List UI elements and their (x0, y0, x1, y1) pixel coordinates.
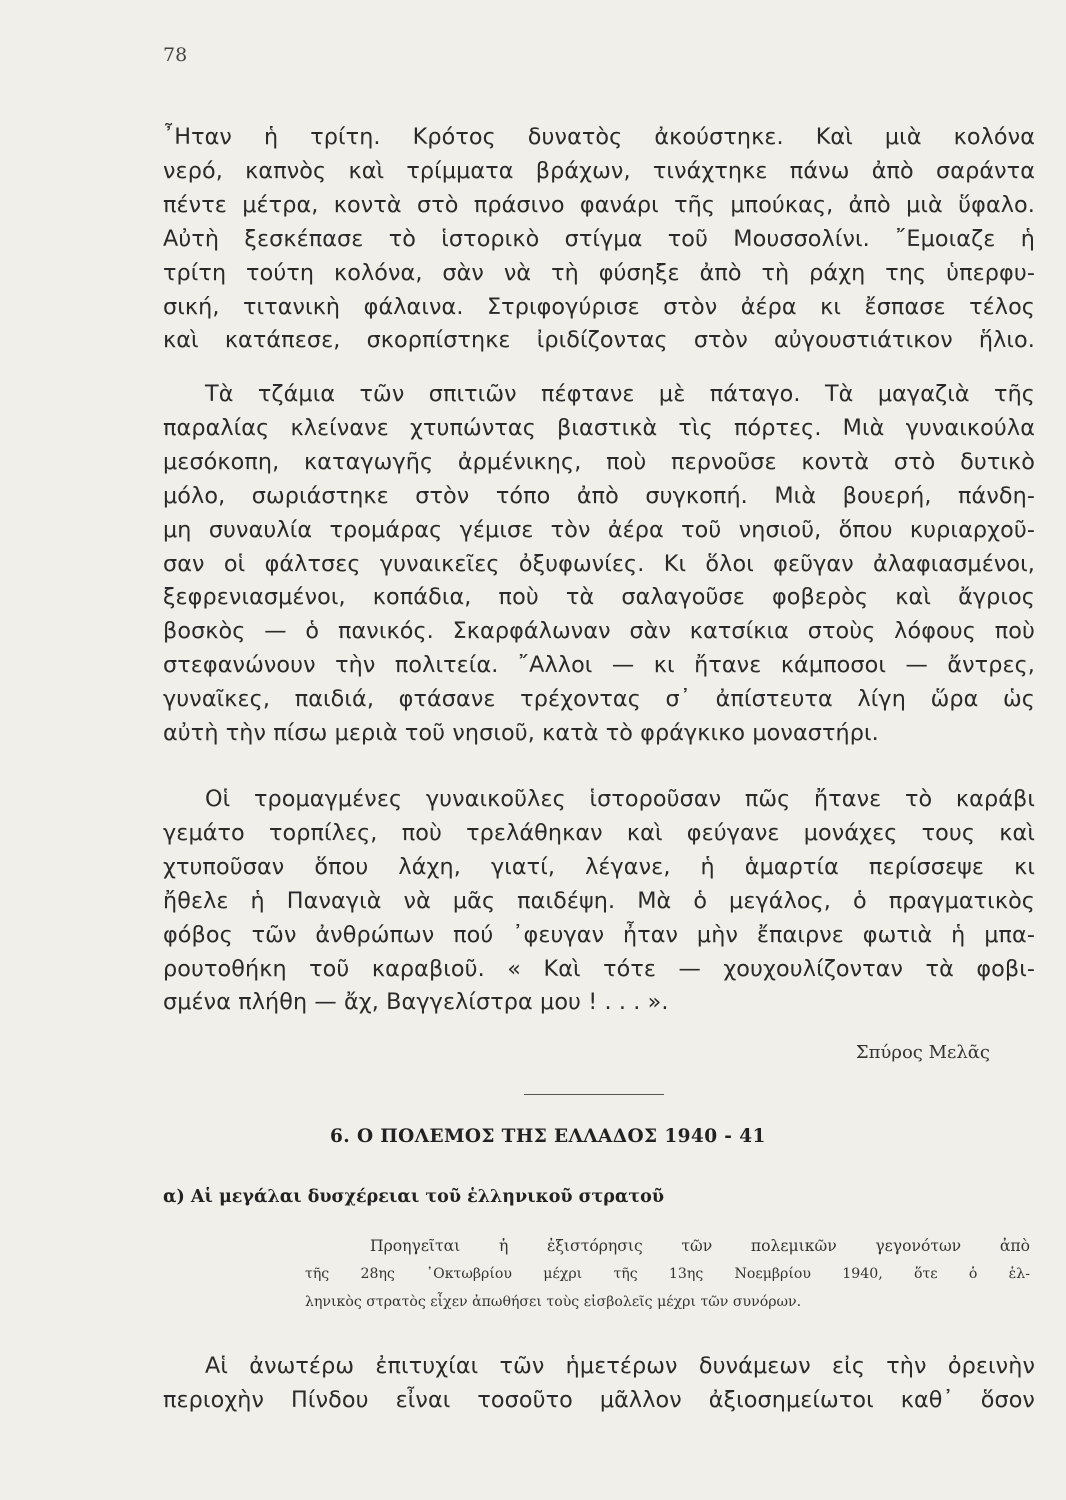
text-line: σαν οἱ φάλτσες γυναικεῖες ὀξυφωνίες. Κι ὅλοι φεῦγαν ἀλαφιασμένοι, (163, 550, 1035, 577)
summary-line: ληνικὸς στρατὸς εἶχεν ἀπωθήσει τοὺς εἰσβολεῖς μέχρι τῶν συνόρων. (305, 1294, 802, 1310)
paragraph-1 (163, 121, 1035, 358)
summary-block (305, 1232, 1030, 1316)
text-line: αὐτὴ τὴν πίσω μεριὰ τοῦ νησιοῦ, κατὰ τὸ φράγκικο μοναστήρι. (163, 720, 879, 747)
text-line: σική, τιτανικὴ φάλαινα. Στριφογύρισε στὸν ἀέρα κι ἔσπασε τέλος (163, 293, 1035, 320)
text-line: βοσκὸς — ὁ πανικός. Σκαρφάλωναν σὰν κατσίκια στοὺς λόφους ποὺ (163, 618, 1035, 645)
paragraph-2 (163, 378, 1035, 751)
author-signature: Σπύρος Μελᾶς (855, 1042, 990, 1063)
summary-line: τῆς 28ης ᾿Οκτωβρίου μέχρι τῆς 13ης Νοεμβρίου 1940, ὅτε ὁ ἑλ- (305, 1266, 1030, 1282)
summary-line: Προηγεῖται ἡ ἐξιστόρησις τῶν πολεμικῶν γεγονότων ἀπὸ (370, 1237, 1030, 1255)
paragraph-3 (163, 783, 1035, 1020)
text-line: νερό, καπνὸς καὶ τρίμματα βράχων, τινάχτηκε πάνω ἀπὸ σαράντα (163, 157, 1035, 184)
section-divider (524, 1094, 664, 1095)
text-line: ρουτοθήκη τοῦ καραβιοῦ. « Καὶ τότε — χουχουλίζονταν τὰ φοβι- (163, 955, 1035, 982)
text-line: στεφανώνουν τὴν πολιτεία. ῎Αλλοι — κι ἤτανε κάμποσοι — ἄντρες, (163, 652, 1035, 679)
text-line: ξεφρενιασμένοι, κοπάδια, ποὺ τὰ σαλαγοῦσε φοβερὸς καὶ ἄγριος (163, 584, 1035, 611)
text-line: Αἱ ἀνωτέρω ἐπιτυχίαι τῶν ἡμετέρων δυνάμεων εἰς τὴν ὀρεινὴν (205, 1353, 1035, 1379)
text-line: γεμάτο τορπίλες, ποὺ τρελάθηκαν καὶ φεύγανε μονάχες τους καὶ (163, 819, 1035, 846)
text-line: μεσόκοπη, καταγωγῆς ἀρμένικης, ποὺ περνοῦσε κοντὰ στὸ δυτικὸ (163, 448, 1035, 475)
text-line: μόλο, σωριάστηκε στὸν τόπο ἀπὸ συγκοπή. Μιὰ βουερή, πάνδη- (163, 482, 1035, 509)
text-line: Αὐτὴ ξεσκέπασε τὸ ἱστορικὸ στίγμα τοῦ Μουσσολίνι. ῎Εμοιαζε ἡ (163, 225, 1035, 252)
text-line: Τὰ τζάμια τῶν σπιτιῶν πέφτανε μὲ πάταγο. Τὰ μαγαζιὰ τῆς (205, 381, 1035, 407)
subsection-heading: α) Αἱ μεγάλαι δυσχέρειαι τοῦ ἑλληνικοῦ στρατοῦ (163, 1187, 664, 1207)
text-line: περιοχὴν Πίνδου εἶναι τοσοῦτο μᾶλλον ἀξιοσημείωτοι καθ᾿ ὅσον (163, 1386, 1035, 1413)
paragraph-4 (163, 1350, 1035, 1418)
text-line: τρίτη τούτη κολόνα, σὰν νὰ τὴ φύσηξε ἀπὸ τὴ ράχη της ὑπερφυ- (163, 259, 1035, 286)
text-line: χτυποῦσαν ὅπου λάχη, γιατί, λέγανε, ἡ ἁμαρτία περίσσεψε κι (163, 853, 1035, 880)
text-line: πέντε μέτρα, κοντὰ στὸ πράσινο φανάρι τῆς μπούκας, ἀπὸ μιὰ ὕφαλο. (163, 191, 1035, 218)
section-heading: 6. Ο ΠΟΛΕΜΟΣ ΤΗΣ ΕΛΛΑΔΟΣ 1940 - 41 (330, 1126, 766, 1147)
text-line: ἤθελε ἡ Παναγιὰ νὰ μᾶς παιδέψη. Μὰ ὁ μεγάλος, ὁ πραγματικὸς (163, 887, 1035, 914)
text-line: μη συναυλία τρομάρας γέμισε τὸν ἀέρα τοῦ νησιοῦ, ὅπου κυριαρχοῦ- (163, 516, 1035, 543)
page-number: 78 (163, 44, 188, 66)
text-line: γυναῖκες, παιδιά, φτάσανε τρέχοντας σ᾿ ἀπίστευτα λίγη ὥρα ὡς (163, 686, 1035, 713)
text-line: φόβος τῶν ἀνθρώπων πού ᾿φευγαν ἦταν μὴν ἔπαιρνε φωτιὰ ἡ μπα- (163, 921, 1035, 948)
text-line: σμένα πλήθη — ἄχ, Βαγγελίστρα μου ! . . . ». (163, 989, 669, 1016)
text-line: παραλίας κλείνανε χτυπώντας βιαστικὰ τὶς πόρτες. Μιὰ γυναικούλα (163, 414, 1035, 441)
text-line: καὶ κατάπεσε, σκορπίστηκε ἰριδίζοντας στὸν αὐγουστιάτικον ἥλιο. (163, 327, 1035, 354)
text-line: ῏Ηταν ἡ τρίτη. Κρότος δυνατὸς ἀκούστηκε. Καὶ μιὰ κολόνα (163, 124, 1035, 150)
text-line: Οἱ τρομαγμένες γυναικοῦλες ἱστοροῦσαν πῶς ἤτανε τὸ καράβι (205, 786, 1035, 812)
